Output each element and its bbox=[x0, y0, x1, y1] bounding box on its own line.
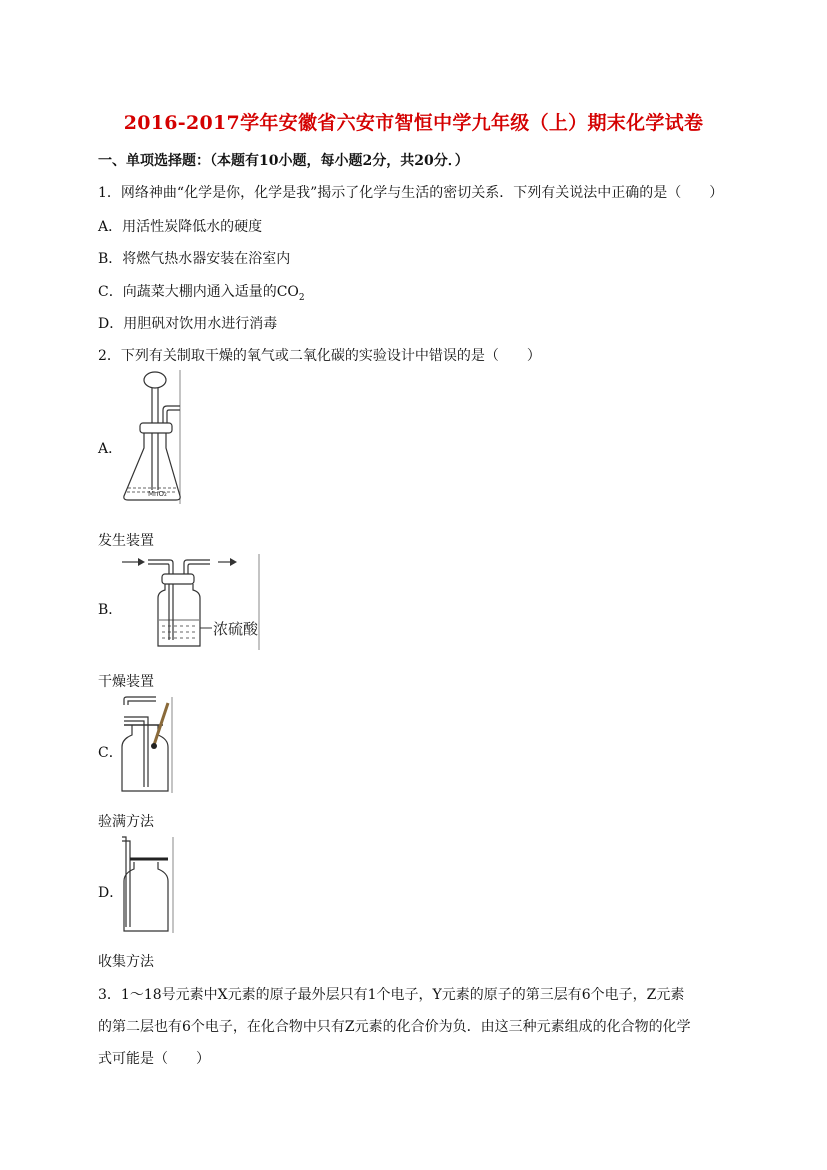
full-test-figure bbox=[118, 695, 178, 795]
q3-line-3: 式可能是（ ） bbox=[98, 1051, 210, 1067]
q2-option-d-caption: 收集方法 bbox=[98, 954, 154, 970]
q1-option-c-subscript: 2 bbox=[298, 292, 305, 303]
section-heading: 一、单项选择题：（本题有10小题，每小题2分，共20分．） bbox=[98, 153, 469, 169]
q2-option-a-label: A． bbox=[98, 441, 123, 457]
q3-line-1: 3．1～18号元素中X元素的原子最外层只有1个电子，Y元素的原子的第三层有6个电子，Z元素 bbox=[98, 987, 685, 1003]
q2-stem: 2．下列有关制取干燥的氧气或二氧化碳的实验设计中错误的是（ ） bbox=[98, 348, 541, 364]
collection-figure bbox=[118, 835, 178, 935]
q1-stem: 1．网络神曲“化学是你，化学是我”揭示了化学与生活的密切关系．下列有关说法中正确的是（ ） bbox=[98, 185, 724, 201]
q2-option-a-caption: 发生装置 bbox=[98, 533, 154, 549]
q2-option-b-label: B． bbox=[98, 602, 123, 618]
q2-option-b-caption: 干燥装置 bbox=[98, 674, 154, 690]
q1-option-d: D．用胆矾对饮用水进行消毒 bbox=[98, 316, 278, 332]
exam-title: 2016-2017学年安徽省六安市智恒中学九年级（上）期末化学试卷 bbox=[123, 112, 704, 134]
q2-option-c-label: C． bbox=[98, 745, 123, 761]
q1-option-b: B．将燃气热水器安装在浴室内 bbox=[98, 251, 291, 267]
sulfuric-acid-label: 浓硫酸 bbox=[213, 620, 259, 638]
q1-option-a: A．用活性炭降低水的硬度 bbox=[98, 219, 263, 235]
q1-option-c bbox=[98, 281, 305, 303]
q2-option-c-caption: 验满方法 bbox=[98, 814, 154, 830]
q3-line-2: 的第二层也有6个电子，在化合物中只有Z元素的化合价为负．由这三种元素组成的化合物的化学 bbox=[98, 1019, 691, 1035]
generator-apparatus-figure bbox=[118, 368, 188, 506]
q2-option-d-label: D． bbox=[98, 885, 124, 901]
mno2-label: MnO₂ bbox=[148, 490, 167, 498]
q1-option-c-text: C．向蔬菜大棚内通入适量的CO bbox=[98, 284, 299, 300]
drying-apparatus-figure bbox=[118, 552, 263, 652]
